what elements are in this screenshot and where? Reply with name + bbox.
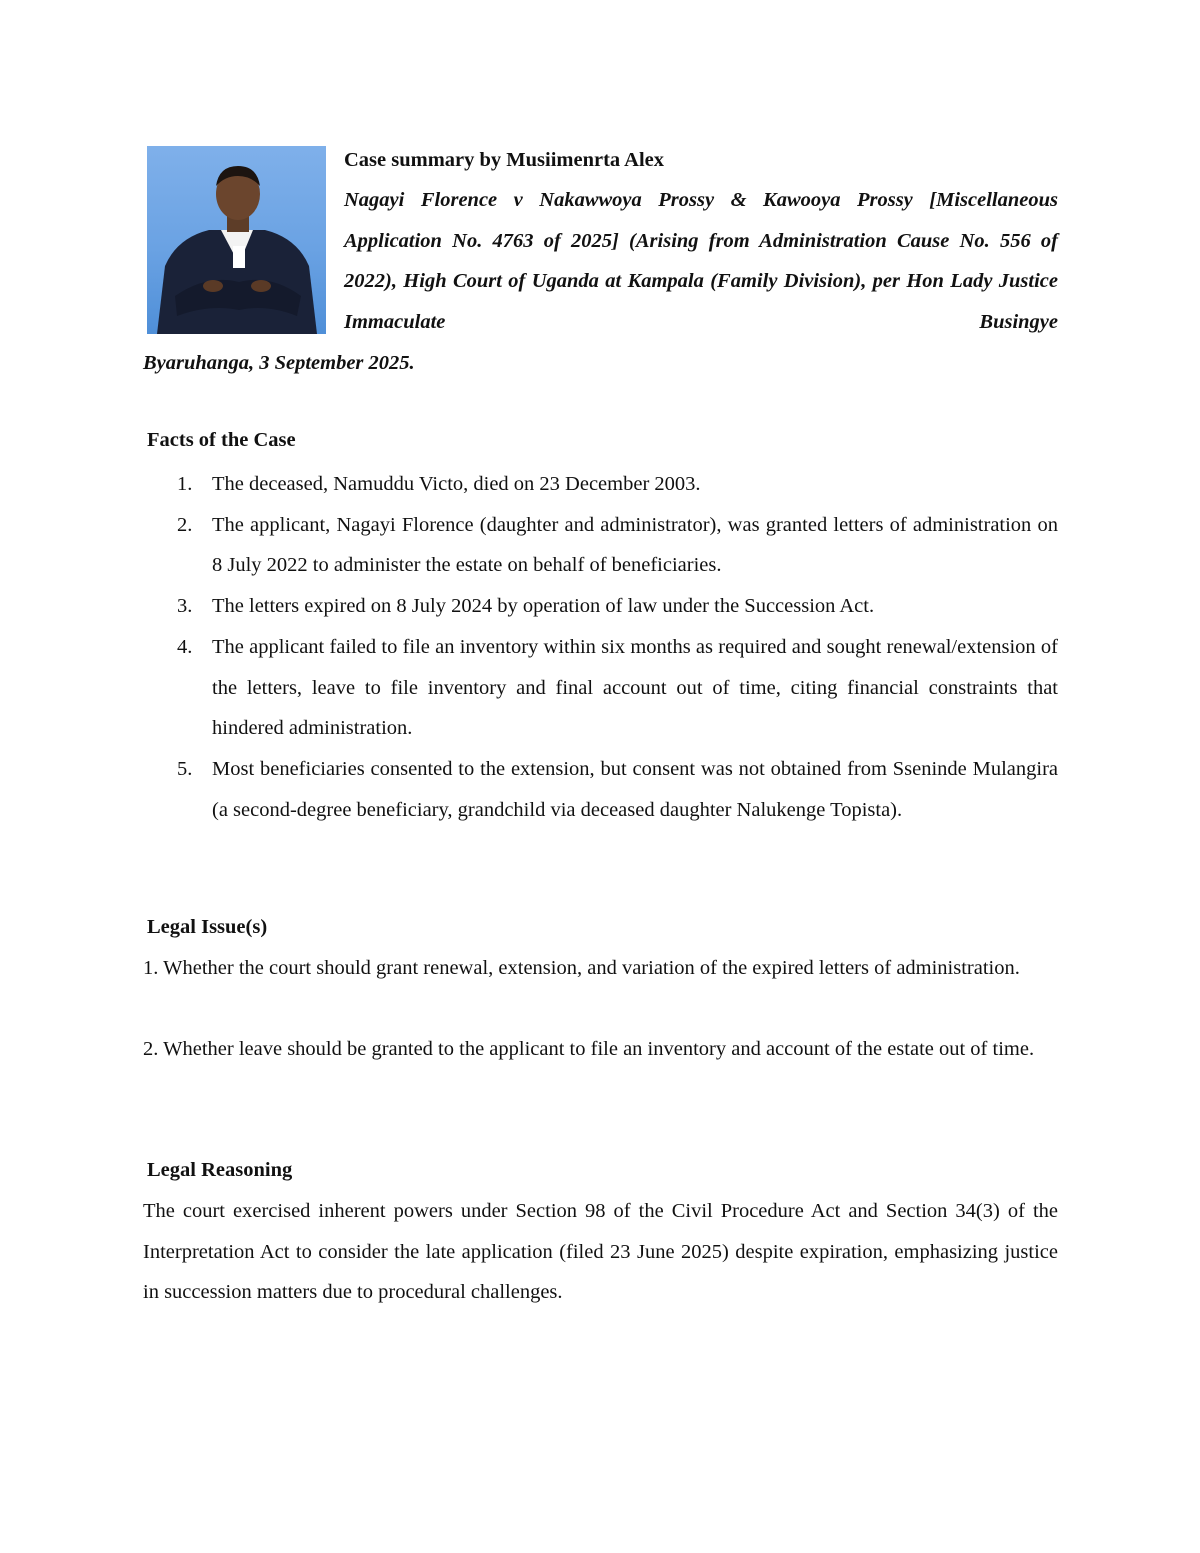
list-item-number: 5. [177,757,193,780]
reasoning-text: The court exercised inherent powers under Section 98 of the Civil Procedure Act and Section 34(3) of the Interpretation Act to consider the late application (filed 23 June 2025) despite expiration, emphasizing justice in succession matters due to procedural challenges. [143,1200,1058,1304]
list-item [143,627,1058,749]
list-item-number: 1. [177,473,193,495]
list-item [143,586,1058,627]
list-item [143,464,1058,505]
issue-1: 1. Whether the court should grant renewal, extension, and variation of the expired letters of administration. [143,957,1020,979]
case-citation: Nagayi Florence v Nakawwoya Prossy & Kawooya Prossy [Miscellaneous Application No. 4763 of 2025] (Arising from Administration Cause No. 556 of 2022), High Court of Uganda at Kampala (Family Division), per Hon Lady Justice Immaculate Busingye [344,189,1058,334]
list-item-text: The letters expired on 8 July 2024 by operation of law under the Succession Act. [212,595,875,618]
list-item [143,749,1058,830]
list-item-number: 2. [177,513,193,536]
issues-heading: Legal Issue(s) [147,916,268,938]
list-item-text: The applicant, Nagayi Florence (daughter and administrator), was granted letters of administration on 8 July 2022 to administer the estate on behalf of beneficiaries. [212,513,1058,577]
header [344,140,1058,181]
list-item-number: 4. [177,635,193,658]
issue-2: 2. Whether leave should be granted to the applicant to file an inventory and account of the estate out of time. [143,1038,1035,1060]
facts-heading: Facts of the Case [147,429,296,451]
list-item-text: Most beneficiaries consented to the extension, but consent was not obtained from Sseninde Mulangira (a second-degree beneficiary, grandchild via deceased daughter Nalukenge Topista). [212,757,1058,821]
portrait-image [147,146,326,334]
list-item-text: The deceased, Namuddu Victo, died on 23 December 2003. [212,473,701,495]
facts-list [143,464,1058,830]
reasoning-heading: Legal Reasoning [147,1159,293,1181]
list-item [143,505,1058,586]
case-citation-tail: Byaruhanga, 3 September 2025. [143,352,415,374]
list-item-text: The applicant failed to file an inventory within six months as required and sought renewal/extension of the letters, leave to file inventory and final account out of time, citing financial constraints that hindered administration. [212,635,1058,740]
author-line: Case summary by Musiimenrta Alex [344,149,665,171]
list-item-number: 3. [177,595,193,618]
author-photo [147,146,326,334]
